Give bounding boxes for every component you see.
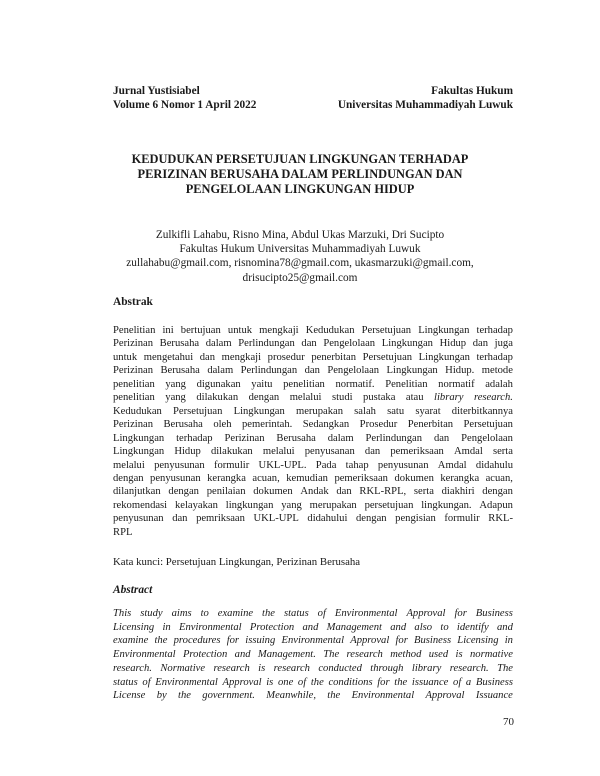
text-line: Perizinan Berusaha dalam Perlindungan dan Pengelolaan Lingkungan Hidup dan juga (113, 338, 513, 350)
text-line: License by the government. Meanwhile, the Environmental Approval Issuance (113, 690, 513, 702)
page-header (113, 84, 513, 112)
title-line: KEDUDUKAN PERSETUJUAN LINGKUNGAN TERHADAP (131, 152, 469, 166)
author-affiliation: Fakultas Hukum Universitas Muhammadiyah Luwuk (179, 243, 421, 256)
text-line: Lingkungan Hidup dilakukan melalui penyusanan dan pemeriksaan Amdal serta (113, 446, 513, 458)
author-names: Zulkifli Lahabu, Risno Mina, Abdul Ukas Marzuki, Dri Sucipto (155, 229, 445, 241)
text-line: penelitian yang dilakukan dengan melalui studi pustaka atau library research. (113, 392, 513, 404)
text-line: dengan penyusunan kerangka acuan, kemudian pemeriksaan dokumen kerangka acuan, (113, 472, 513, 484)
text-line: penelitian yang digunakan yaitu penelitian normatif. Penelitian normatif adalah (113, 378, 513, 390)
journal-volume: Volume 6 Nomor 1 April 2022 (113, 99, 257, 111)
text-line: Lingkungan terhadap Perizinan Berusaha dalam Perlindungan dan Pengelolaan (113, 432, 513, 444)
text-line: Kedudukan Persetujuan Lingkungan merupakan salah satu syarat diterbitkannya (113, 405, 513, 417)
author-emails: zullahabu@gmail.com, risnomina78@gmail.com, ukasmarzuki@gmail.com, (126, 257, 474, 270)
journal-name: Jurnal Yustisiabel (113, 85, 200, 97)
text-line: rekomendasi kelayakan lingkungan yang merupakan persetujuan lingkungan. Adapun (113, 499, 513, 511)
text-line: untuk mengetahui dan mengkaji prosedur penerbitan Persetujuan Lingkungan terhadap (113, 351, 513, 363)
title-line: PENGELOLAAN LINGKUNGAN HIDUP (185, 182, 415, 196)
text-line: research. Normative research is research conducted through library research. The (113, 662, 513, 674)
text-line: melalui penyusunan formulir UKL-UPL. Pada tahap penyusunan Amdal didahulu (113, 459, 513, 471)
text-line: status of Environmental Approval is one of the conditions for the issuance of a Business (113, 676, 513, 688)
abstrak-body (113, 324, 513, 539)
abstrak-heading: Abstrak (113, 296, 153, 308)
university-name: Universitas Muhammadiyah Luwuk (337, 99, 513, 111)
author-block (100, 228, 500, 285)
text-line: Environmental Protection and Management. The research method used is normative (113, 649, 513, 661)
text-line: dilanjutkan dengan penilaian dokumen Andak dan RKL-RPL, serta diakhiri dengan (113, 486, 513, 498)
keywords: Kata kunci: Persetujuan Lingkungan, Perizinan Berusaha (113, 556, 361, 568)
abstract-body (113, 607, 513, 703)
text-line: Penelitian ini bertujuan untuk mengkaji Kedudukan Persetujuan Lingkungan terhadap (113, 325, 513, 336)
text-line: Perizinan Berusaha oleh pemerintah. Sedangkan Prosedur Penerbitan Persetujuan (113, 419, 513, 431)
text-line: This study aims to examine the status of Environmental Approval for Business (113, 608, 513, 619)
faculty-name: Fakultas Hukum (431, 85, 513, 97)
text-line: RPL (113, 526, 133, 538)
title-line: PERIZINAN BERUSAHA DALAM PERLINDUNGAN DAN (137, 167, 463, 181)
text-line: Perizinan Berusaha dalam Perlindungan dan Pengelolaan Lingkungan Hidup. metode (113, 365, 513, 377)
text-line: examine the procedures for issuing Environmental Approval for Business Licensing in (113, 635, 513, 647)
author-emails: drisucipto25@gmail.com (242, 271, 358, 284)
text-line: Licensing in Environmental Protection and Management and also to identify and (113, 621, 513, 633)
text-line: penyusunan dan pemriksaan UKL-UPL didahului dengan pengisian formulir RKL- (113, 513, 513, 525)
page-number: 70 (503, 716, 514, 728)
abstract-heading: Abstract (113, 584, 153, 596)
paper-title (100, 152, 500, 197)
